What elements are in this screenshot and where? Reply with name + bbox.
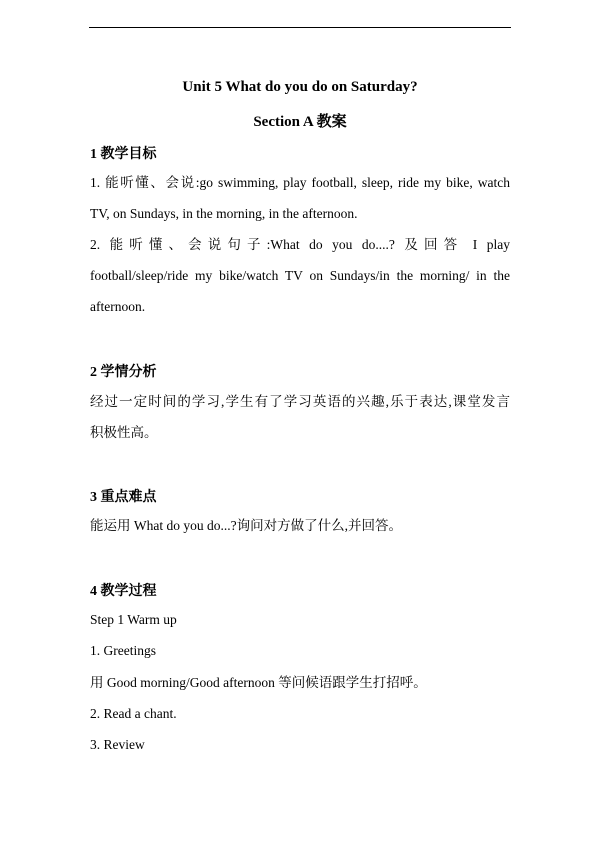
section-heading-process: 4 教学过程 <box>90 584 157 599</box>
document-subtitle: Section A 教案 <box>253 114 347 130</box>
header-rule <box>89 27 511 28</box>
objectives-line-5: afternoon. <box>90 299 146 314</box>
process-line-3: 用 Good morning/Good afternoon 等问候语跟学生打招呼。 <box>90 675 427 690</box>
section-heading-key-points: 3 重点难点 <box>90 490 157 505</box>
objectives-line-4: football/sleep/ride my bike/watch TV on Sundays/in the morning/ in the <box>90 268 510 283</box>
process-line-2: 1. Greetings <box>90 643 156 658</box>
analysis-line-1: 经过一定时间的学习,学生有了学习英语的兴趣,乐于表达,课堂发言 <box>90 394 510 409</box>
document-title: Unit 5 What do you do on Saturday? <box>182 79 418 95</box>
objectives-line-1: 1. 能听懂、会说:go swimming, play football, sleep, ride my bike, watch <box>90 175 510 190</box>
objectives-line-3: 2. 能听懂、会说句子:What do you do....? 及回答 I play <box>90 237 510 252</box>
analysis-line-2: 积极性高。 <box>90 425 158 440</box>
section-heading-objectives: 1 教学目标 <box>90 147 157 162</box>
section-heading-analysis: 2 学情分析 <box>90 365 157 380</box>
objectives-line-2: TV, on Sundays, in the morning, in the afternoon. <box>90 206 358 221</box>
process-line-4: 2. Read a chant. <box>90 706 177 721</box>
process-line-5: 3. Review <box>90 737 145 752</box>
key-points-line-1: 能运用 What do you do...?询问对方做了什么,并回答。 <box>90 518 402 533</box>
process-line-1: Step 1 Warm up <box>90 612 177 627</box>
